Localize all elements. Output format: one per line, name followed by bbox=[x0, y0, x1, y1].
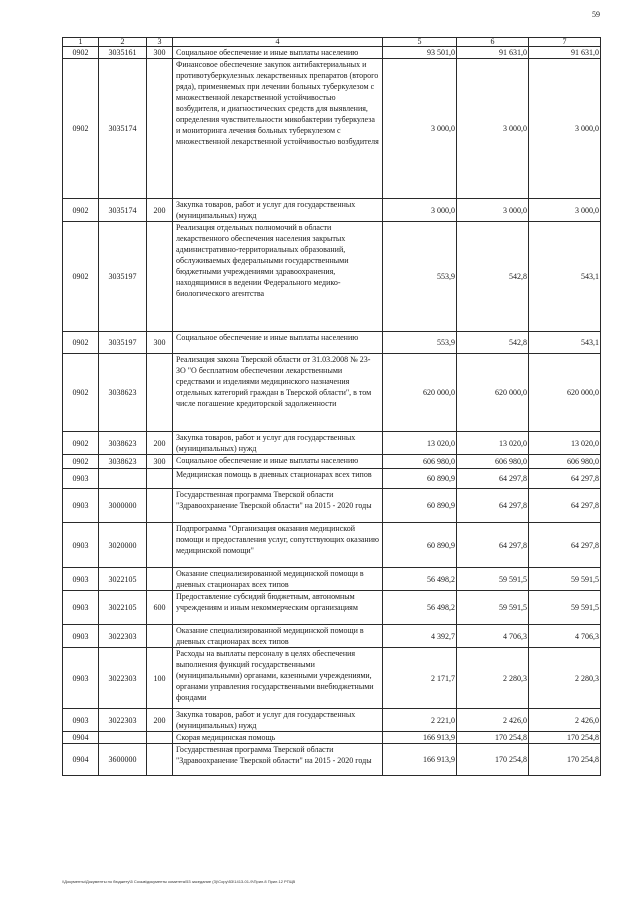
amount-col7-cell: 3 000,0 bbox=[529, 59, 601, 199]
page-number: 59 bbox=[592, 10, 600, 19]
amount-col5-cell: 2 171,7 bbox=[383, 648, 457, 709]
target-article-cell: 3035161 bbox=[99, 47, 147, 59]
item-name-cell: Закупка товаров, работ и услуг для государственных (муниципальных) нужд bbox=[173, 432, 383, 455]
target-article-cell: 3035174 bbox=[99, 59, 147, 199]
amount-col5-cell: 60 890,9 bbox=[383, 489, 457, 523]
header-cell: 2 bbox=[99, 38, 147, 47]
target-article-cell: 3000000 bbox=[99, 489, 147, 523]
item-name-cell: Оказание специализированной медицинской помощи в дневных стационарах всех типов bbox=[173, 625, 383, 648]
item-name-cell: Расходы на выплаты персоналу в целях обеспечения выполнения функций государственными (муниципальными) органами, казенными учреждениями, органами управления государственными внебюджетными фондами bbox=[173, 648, 383, 709]
header-row bbox=[63, 38, 601, 47]
amount-col7-cell: 606 980,0 bbox=[529, 455, 601, 469]
item-name-cell: Предоставление субсидий бюджетным, автономным учреждениям и иным некоммерческим организациям bbox=[173, 591, 383, 625]
amount-col5-cell: 13 020,0 bbox=[383, 432, 457, 455]
amount-col6-cell: 64 297,8 bbox=[457, 489, 529, 523]
amount-col7-cell: 170 254,8 bbox=[529, 732, 601, 744]
table-row bbox=[63, 744, 601, 776]
item-name-cell: Государственная программа Тверской области "Здравоохранение Тверской области" на 2015 - 2020 годы bbox=[173, 489, 383, 523]
table-row bbox=[63, 523, 601, 568]
amount-col7-cell: 64 297,8 bbox=[529, 469, 601, 489]
item-name-cell: Подпрограмма "Организация оказания медицинской помощи и предоставления услуг, сопутствующих оказанию медицинской помощи" bbox=[173, 523, 383, 568]
section-code-cell: 0903 bbox=[63, 648, 99, 709]
target-article-cell: 3035197 bbox=[99, 222, 147, 332]
table-row bbox=[63, 332, 601, 354]
section-code-cell: 0902 bbox=[63, 59, 99, 199]
amount-col5-cell: 3 000,0 bbox=[383, 59, 457, 199]
item-name-cell: Социальное обеспечение и иные выплаты населению bbox=[173, 332, 383, 354]
table-row bbox=[63, 489, 601, 523]
amount-col5-cell: 620 000,0 bbox=[383, 354, 457, 432]
header-cell: 3 bbox=[147, 38, 173, 47]
section-code-cell: 0903 bbox=[63, 523, 99, 568]
amount-col7-cell: 543,1 bbox=[529, 332, 601, 354]
expense-type-cell bbox=[147, 354, 173, 432]
expense-type-cell bbox=[147, 222, 173, 332]
section-code-cell: 0903 bbox=[63, 568, 99, 591]
table-row bbox=[63, 59, 601, 199]
amount-col5-cell: 2 221,0 bbox=[383, 709, 457, 732]
amount-col5-cell: 3 000,0 bbox=[383, 199, 457, 222]
amount-col6-cell: 91 631,0 bbox=[457, 47, 529, 59]
table-row bbox=[63, 469, 601, 489]
item-name-cell: Оказание специализированной медицинской помощи в дневных стационарах всех типов bbox=[173, 568, 383, 591]
amount-col6-cell: 3 000,0 bbox=[457, 59, 529, 199]
item-name-cell: Закупка товаров, работ и услуг для государственных (муниципальных) нужд bbox=[173, 199, 383, 222]
amount-col7-cell: 620 000,0 bbox=[529, 354, 601, 432]
table-row bbox=[63, 455, 601, 469]
header-cell: 6 bbox=[457, 38, 529, 47]
amount-col6-cell: 620 000,0 bbox=[457, 354, 529, 432]
table-row bbox=[63, 47, 601, 59]
amount-col5-cell: 166 913,9 bbox=[383, 732, 457, 744]
amount-col5-cell: 56 498,2 bbox=[383, 591, 457, 625]
section-code-cell: 0902 bbox=[63, 332, 99, 354]
budget-table bbox=[62, 37, 601, 776]
table-row bbox=[63, 591, 601, 625]
amount-col5-cell: 4 392,7 bbox=[383, 625, 457, 648]
amount-col7-cell: 91 631,0 bbox=[529, 47, 601, 59]
amount-col7-cell: 13 020,0 bbox=[529, 432, 601, 455]
target-article-cell: 3022105 bbox=[99, 591, 147, 625]
amount-col7-cell: 2 280,3 bbox=[529, 648, 601, 709]
item-name-cell: Скорая медицинская помощь bbox=[173, 732, 383, 744]
amount-col5-cell: 60 890,9 bbox=[383, 523, 457, 568]
amount-col6-cell: 542,8 bbox=[457, 332, 529, 354]
section-code-cell: 0904 bbox=[63, 744, 99, 776]
section-code-cell: 0903 bbox=[63, 591, 99, 625]
amount-col5-cell: 553,9 bbox=[383, 332, 457, 354]
expense-type-cell: 300 bbox=[147, 332, 173, 354]
amount-col6-cell: 542,8 bbox=[457, 222, 529, 332]
expense-type-cell: 300 bbox=[147, 47, 173, 59]
expense-type-cell bbox=[147, 732, 173, 744]
table-row bbox=[63, 222, 601, 332]
table-row bbox=[63, 625, 601, 648]
amount-col5-cell: 553,9 bbox=[383, 222, 457, 332]
expense-type-cell bbox=[147, 469, 173, 489]
section-code-cell: 0903 bbox=[63, 709, 99, 732]
amount-col7-cell: 64 297,8 bbox=[529, 489, 601, 523]
amount-col6-cell: 59 591,5 bbox=[457, 591, 529, 625]
section-code-cell: 0903 bbox=[63, 469, 99, 489]
amount-col6-cell: 3 000,0 bbox=[457, 199, 529, 222]
table-row bbox=[63, 354, 601, 432]
amount-col6-cell: 4 706,3 bbox=[457, 625, 529, 648]
item-name-cell: Реализация отдельных полномочий в области лекарственного обеспечения населения закрытых административно-территориальных образований, обслуживаемых федеральными государственными бюджетными учреждениями здравоохранения, находящимися в ведении Федерального медико-биологического агентства bbox=[173, 222, 383, 332]
expense-type-cell: 200 bbox=[147, 432, 173, 455]
expense-type-cell: 600 bbox=[147, 591, 173, 625]
amount-col7-cell: 2 426,0 bbox=[529, 709, 601, 732]
amount-col7-cell: 170 254,8 bbox=[529, 744, 601, 776]
target-article-cell: 3020000 bbox=[99, 523, 147, 568]
expense-type-cell: 100 bbox=[147, 648, 173, 709]
amount-col6-cell: 2 426,0 bbox=[457, 709, 529, 732]
header-cell: 5 bbox=[383, 38, 457, 47]
target-article-cell: 3022105 bbox=[99, 568, 147, 591]
table-row bbox=[63, 709, 601, 732]
section-code-cell: 0902 bbox=[63, 47, 99, 59]
amount-col7-cell: 543,1 bbox=[529, 222, 601, 332]
item-name-cell: Государственная программа Тверской области "Здравоохранение Тверской области" на 2015 - 2020 годы bbox=[173, 744, 383, 776]
item-name-cell: Социальное обеспечение и иные выплаты населению bbox=[173, 47, 383, 59]
amount-col5-cell: 56 498,2 bbox=[383, 568, 457, 591]
amount-col7-cell: 59 591,5 bbox=[529, 591, 601, 625]
expense-type-cell bbox=[147, 59, 173, 199]
amount-col5-cell: 93 501,0 bbox=[383, 47, 457, 59]
amount-col6-cell: 59 591,5 bbox=[457, 568, 529, 591]
expense-type-cell bbox=[147, 625, 173, 648]
target-article-cell bbox=[99, 469, 147, 489]
target-article-cell: 3035174 bbox=[99, 199, 147, 222]
footer-file-path: \\Документы\Документы по бюджету\5 Созыв\документы комитета\53 заседание (3)\Copy\53\1413-01-9\Прил.8 Прил.12 РПЦВ bbox=[62, 879, 296, 884]
amount-col7-cell: 4 706,3 bbox=[529, 625, 601, 648]
expense-type-cell: 300 bbox=[147, 455, 173, 469]
amount-col6-cell: 13 020,0 bbox=[457, 432, 529, 455]
header-cell: 1 bbox=[63, 38, 99, 47]
amount-col6-cell: 2 280,3 bbox=[457, 648, 529, 709]
amount-col5-cell: 60 890,9 bbox=[383, 469, 457, 489]
header-cell: 7 bbox=[529, 38, 601, 47]
section-code-cell: 0902 bbox=[63, 455, 99, 469]
target-article-cell: 3038623 bbox=[99, 455, 147, 469]
amount-col7-cell: 59 591,5 bbox=[529, 568, 601, 591]
section-code-cell: 0902 bbox=[63, 199, 99, 222]
section-code-cell: 0902 bbox=[63, 432, 99, 455]
section-code-cell: 0903 bbox=[63, 489, 99, 523]
section-code-cell: 0903 bbox=[63, 625, 99, 648]
expense-type-cell: 200 bbox=[147, 199, 173, 222]
header-cell: 4 bbox=[173, 38, 383, 47]
item-name-cell: Социальное обеспечение и иные выплаты населению bbox=[173, 455, 383, 469]
section-code-cell: 0902 bbox=[63, 222, 99, 332]
amount-col6-cell: 170 254,8 bbox=[457, 732, 529, 744]
item-name-cell: Финансовое обеспечение закупок антибактериальных и противотуберкулезных лекарственных препаратов (второго ряда), применяемых при лечении больных туберкулезом с множественной лекарственной устойчивостью возбудителя, и диагностических средств для выявления, определения чувствительности микобактерии туберкулеза и мониторинга лечения больных туберкулезом с множественной лекарственной устойчивостью возбудителя bbox=[173, 59, 383, 199]
expense-type-cell bbox=[147, 523, 173, 568]
target-article-cell: 3035197 bbox=[99, 332, 147, 354]
table-row bbox=[63, 568, 601, 591]
amount-col7-cell: 3 000,0 bbox=[529, 199, 601, 222]
target-article-cell: 3022303 bbox=[99, 709, 147, 732]
item-name-cell: Реализация закона Тверской области от 31.03.2008 № 23-ЗО "О бесплатном обеспечении лекарственными средствами и изделиями медицинского назначения отдельных категорий граждан в Тверской области", в том числе погашение кредиторской задолженности bbox=[173, 354, 383, 432]
item-name-cell: Закупка товаров, работ и услуг для государственных (муниципальных) нужд bbox=[173, 709, 383, 732]
amount-col6-cell: 64 297,8 bbox=[457, 469, 529, 489]
expense-type-cell: 200 bbox=[147, 709, 173, 732]
expense-type-cell bbox=[147, 744, 173, 776]
table-row bbox=[63, 432, 601, 455]
section-code-cell: 0902 bbox=[63, 354, 99, 432]
target-article-cell: 3038623 bbox=[99, 432, 147, 455]
section-code-cell: 0904 bbox=[63, 732, 99, 744]
amount-col7-cell: 64 297,8 bbox=[529, 523, 601, 568]
amount-col5-cell: 606 980,0 bbox=[383, 455, 457, 469]
table-row bbox=[63, 199, 601, 222]
item-name-cell: Медицинская помощь в дневных стационарах всех типов bbox=[173, 469, 383, 489]
target-article-cell: 3600000 bbox=[99, 744, 147, 776]
amount-col6-cell: 606 980,0 bbox=[457, 455, 529, 469]
expense-type-cell bbox=[147, 489, 173, 523]
amount-col6-cell: 64 297,8 bbox=[457, 523, 529, 568]
amount-col5-cell: 166 913,9 bbox=[383, 744, 457, 776]
table-row bbox=[63, 732, 601, 744]
target-article-cell: 3022303 bbox=[99, 625, 147, 648]
target-article-cell: 3022303 bbox=[99, 648, 147, 709]
amount-col6-cell: 170 254,8 bbox=[457, 744, 529, 776]
table-row bbox=[63, 648, 601, 709]
target-article-cell bbox=[99, 732, 147, 744]
expense-type-cell bbox=[147, 568, 173, 591]
target-article-cell: 3038623 bbox=[99, 354, 147, 432]
